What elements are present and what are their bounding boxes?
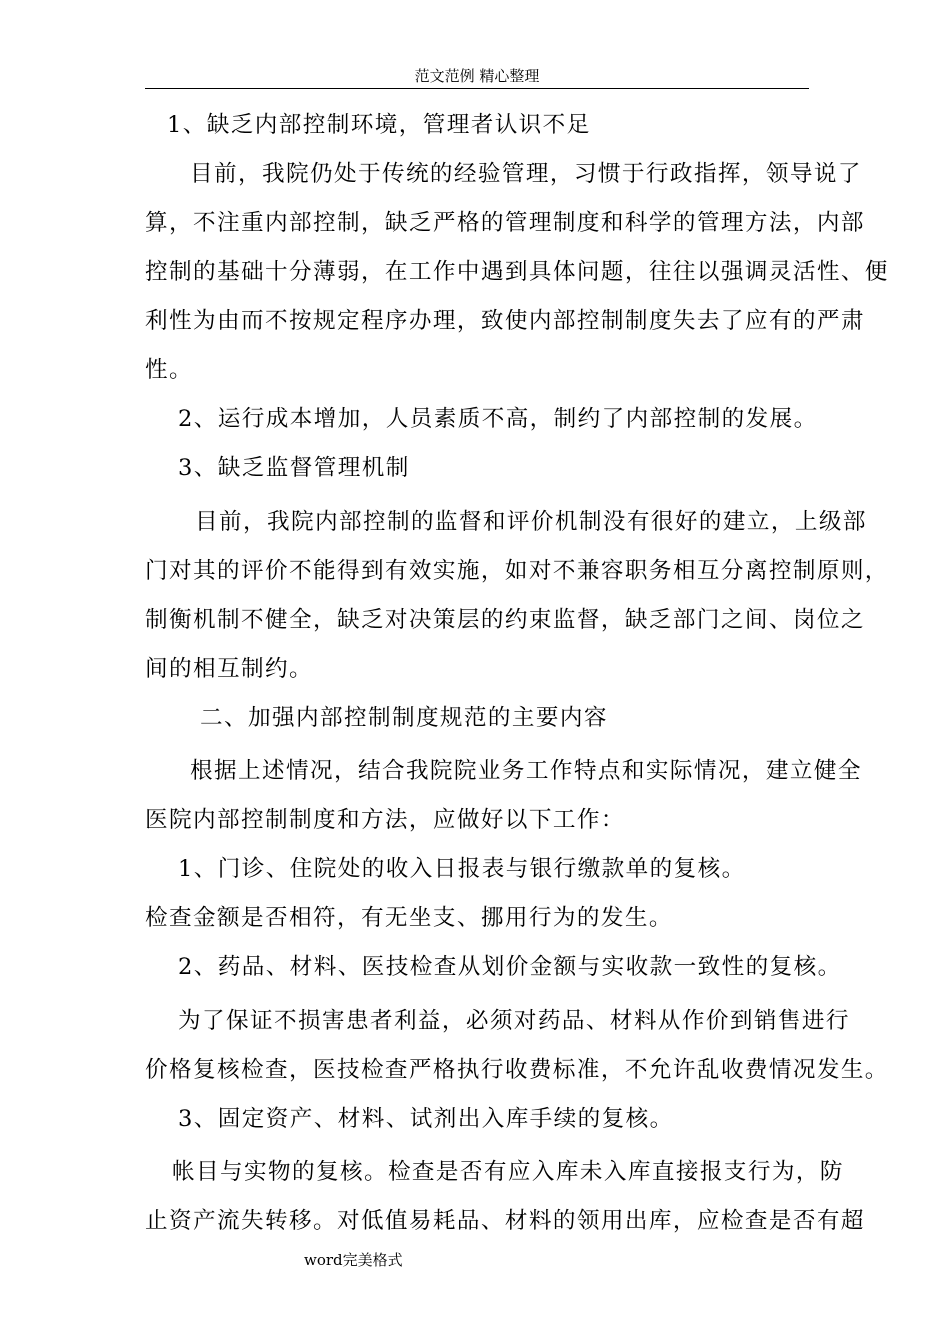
paragraph-line: 间的相互制约。 [145, 656, 313, 682]
paragraph-line: 价格复核检查，医技检查严格执行收费标准，不允许乱收费情况发生。 [145, 1057, 889, 1083]
paragraph-line: 门对其的评价不能得到有效实施，如对不兼容职务相互分离控制原则， [145, 558, 889, 584]
paragraph-line: 根据上述情况，结合我院院业务工作特点和实际情况，建立健全 [190, 758, 862, 784]
section-heading: 2、运行成本增加，人员素质不高，制约了内部控制的发展。 [178, 406, 818, 432]
paragraph-line: 帐目与实物的复核。检查是否有应入库未入库直接报支行为，防 [172, 1159, 844, 1185]
section-heading: 1、门诊、住院处的收入日报表与银行缴款单的复核。 [178, 856, 746, 882]
page-footer: word完美格式 [304, 1251, 403, 1269]
chapter-heading: 二、加强内部控制制度规范的主要内容 [200, 705, 608, 731]
paragraph-line: 为了保证不损害患者利益，必须对药品、材料从作价到销售进行 [178, 1008, 850, 1034]
paragraph-line: 目前，我院仍处于传统的经验管理，习惯于行政指挥，领导说了 [190, 161, 862, 187]
page-header: 范文范例 精心整理 [145, 64, 809, 89]
paragraph-line: 医院内部控制制度和方法，应做好以下工作： [145, 807, 625, 833]
section-heading: 1、缺乏内部控制环境，管理者认识不足 [167, 112, 591, 138]
section-heading: 3、缺乏监督管理机制 [178, 455, 410, 481]
paragraph-line: 算，不注重内部控制，缺乏严格的管理制度和科学的管理方法，内部 [145, 210, 865, 236]
paragraph-line: 止资产流失转移。对低值易耗品、材料的领用出库，应检查是否有超 [145, 1208, 865, 1234]
paragraph-line: 性。 [145, 357, 193, 383]
paragraph-line: 制衡机制不健全，缺乏对决策层的约束监督，缺乏部门之间、岗位之 [145, 607, 865, 633]
paragraph-line: 目前，我院内部控制的监督和评价机制没有很好的建立，上级部 [195, 509, 867, 535]
section-heading: 3、固定资产、材料、试剂出入库手续的复核。 [178, 1106, 674, 1132]
paragraph-line: 利性为由而不按规定程序办理，致使内部控制制度失去了应有的严肃 [145, 308, 865, 334]
paragraph-line: 检查金额是否相符，有无坐支、挪用行为的发生。 [145, 905, 673, 931]
paragraph-line: 控制的基础十分薄弱，在工作中遇到具体问题，往往以强调灵活性、便 [145, 259, 889, 285]
section-heading: 2、药品、材料、医技检查从划价金额与实收款一致性的复核。 [178, 954, 842, 980]
